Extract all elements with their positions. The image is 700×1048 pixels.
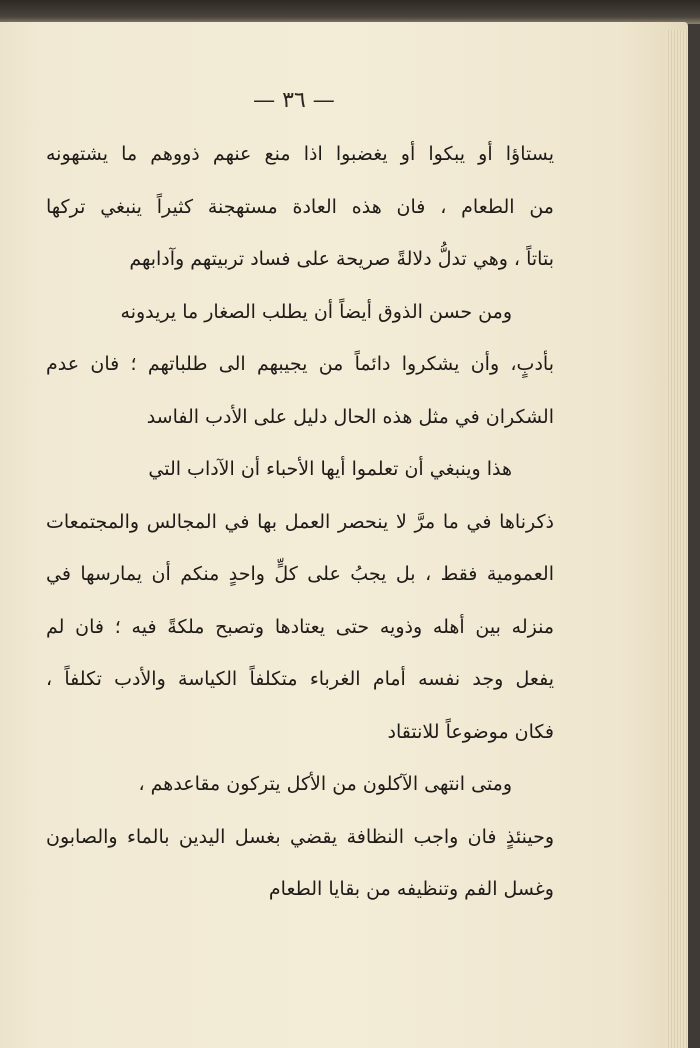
text-line: منزله بين أهله وذويه حتى يعتادها وتصبح ملكةً فيه ؛ فان لم	[46, 615, 554, 638]
text-line: فكان موضوعاً للانتقاد	[387, 720, 554, 743]
text-line: الشكران في مثل هذه الحال دليل على الأدب الفاسد	[146, 405, 554, 428]
body-text	[46, 128, 554, 916]
text-line: العمومية فقط ، بل يجبُ على كلٍّ واحدٍ منكم أن يمارسها في	[46, 563, 554, 585]
text-line: هذا وينبغي أن تعلموا أيها الأحباء أن الآداب التي	[148, 458, 512, 480]
text-line: وغسل الفم وتنظيفه من بقايا الطعام	[268, 878, 554, 900]
text-line: بتاتاً ، وهي تدلُّ دلالةً صريحة على فساد تربيتهم وآدابهم	[129, 248, 554, 270]
text-line: يستاؤا أو يبكوا أو يغضبوا اذا منع عنهم ذووهم ما يشتهونه	[46, 143, 554, 165]
text-line: ومن حسن الذوق أيضاً أن يطلب الصغار ما يريدونه	[120, 300, 512, 323]
text-line: بأدبٍ، وأن يشكروا دائماً من يجيبهم الى طلباتهم ؛ فان عدم	[46, 353, 554, 375]
scan-top-edge	[0, 0, 700, 24]
page-number: — ٣٦ —	[253, 88, 335, 113]
page-edges	[666, 30, 688, 1048]
text-line: من الطعام ، فان هذه العادة مستهجنة كثيراً ينبغي تركها	[46, 195, 554, 218]
text-line: ومتى انتهى الآكلون من الأكل يتركون مقاعدهم ،	[138, 773, 512, 795]
text-line: وحينئذٍ فان واجب النظافة يقضي بغسل اليدين بالماء والصابون	[46, 825, 554, 848]
text-line: ذكرناها في ما مرَّ لا ينحصر العمل بها في المجالس والمجتمعات	[46, 510, 554, 533]
text-line: يفعل وجد نفسه أمام الغرباء متكلفاً الكياسة والأدب تكلفاً ،	[46, 668, 554, 690]
